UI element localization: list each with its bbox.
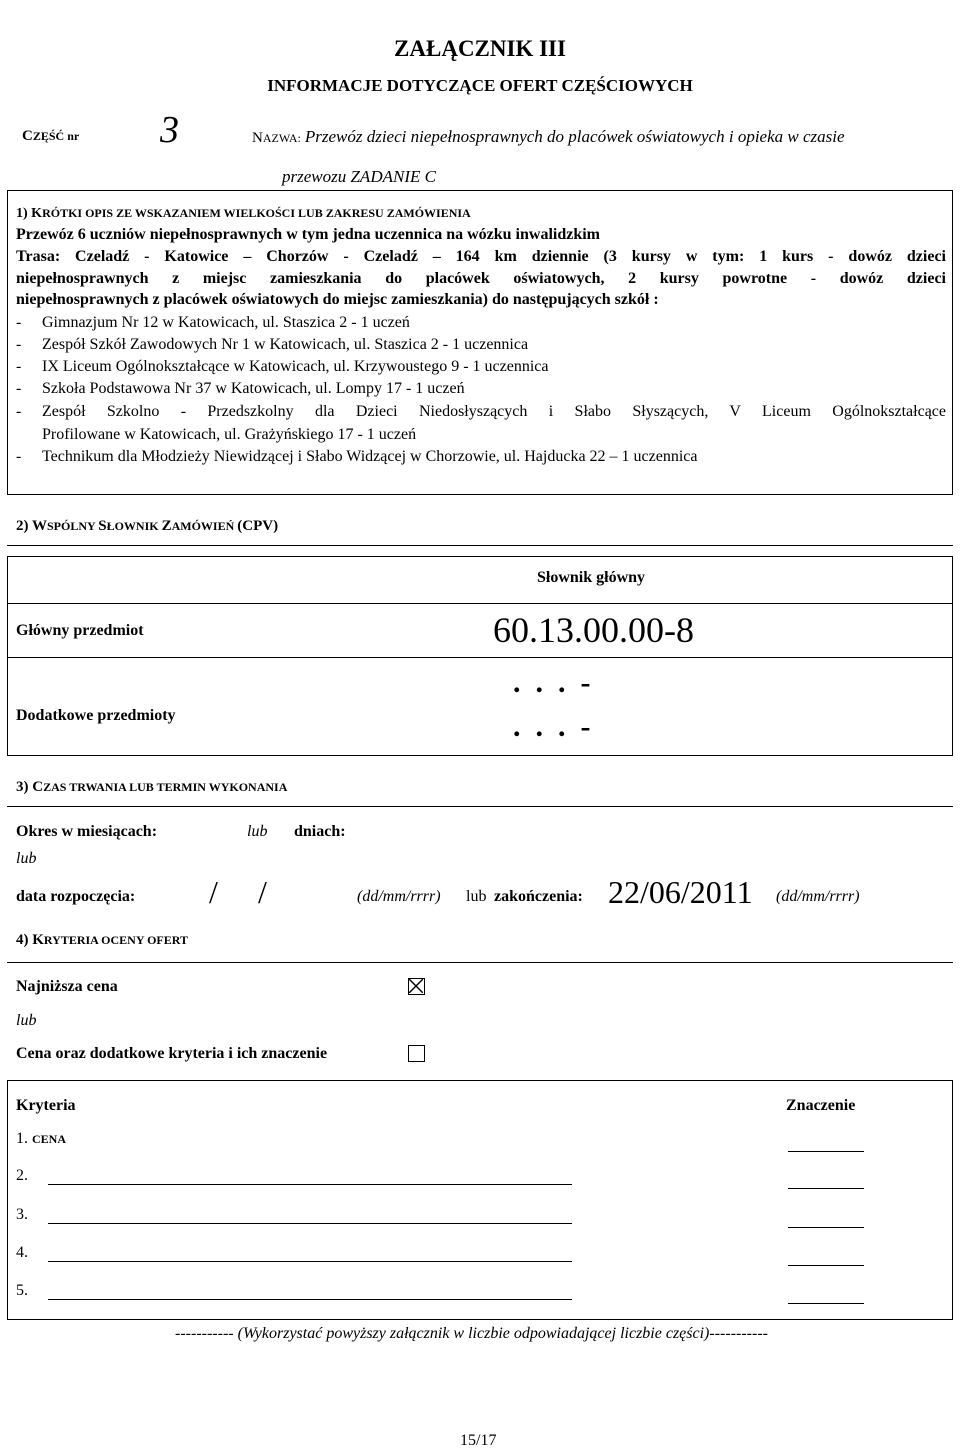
additional-cpv-code-1: . . . -: [513, 666, 591, 699]
lub-text: lub: [16, 1012, 37, 1029]
criteria-column-header: Kryteria: [16, 1097, 76, 1114]
end-date-value: 22/06/2011: [608, 874, 753, 910]
date-format-hint: (dd/mm/rrrr): [357, 888, 441, 905]
weight-line-3: [788, 1227, 864, 1228]
weight-line-2: [788, 1188, 864, 1189]
start-date-slash-2: /: [258, 874, 267, 910]
price-plus-criteria-label: Cena oraz dodatkowe kryteria i ich znaczenie: [16, 1045, 328, 1062]
price-plus-criteria-checkbox[interactable]: [408, 1045, 425, 1062]
section4-heading: 4) KRYTERIA OCENY OFERT: [16, 932, 188, 948]
criterion-row-3: 3.: [16, 1206, 28, 1223]
list-item: - Technikum dla Młodzieży Niewidzącej i Słabo Widzącej w Chorzowie, ul. Hajducka 22 – 1 uczennica: [16, 448, 698, 465]
lowest-price-label: Najniższa cena: [16, 978, 118, 995]
part-number: 3: [160, 109, 179, 151]
weight-line-1: [788, 1151, 864, 1152]
cpv-header-divider: [7, 603, 953, 604]
main-cpv-code: 60.13.00.00-8: [493, 610, 694, 650]
list-item: Zespół Szkolno - Przedszkolny dla Dzieci Niedosłyszących i Słabo Słyszących, V Liceum Ogólnokształcące: [42, 403, 946, 420]
criterion-row-2: 2.: [16, 1167, 28, 1184]
criteria-box: [7, 1080, 953, 1320]
section2-top-line: [7, 545, 953, 546]
lub-text: lub: [247, 823, 268, 840]
criterion-row-5: 5.: [16, 1282, 28, 1299]
additional-subjects-label: Dodatkowe przedmioty: [16, 707, 176, 724]
section1-line4: niepełnosprawnych z placówek oświatowych do miejsc zamieszkania) do następujących szkół :: [16, 291, 659, 308]
section1-heading: 1) KRÓTKI OPIS ZE WSKAZANIEM WIELKOŚCI LUB ZAKRESU ZAMÓWIENIA: [16, 206, 471, 221]
list-item: - Szkoła Podstawowa Nr 37 w Katowicach, ul. Lompy 17 - 1 uczeń: [16, 380, 465, 397]
criterion-line-3: [48, 1223, 572, 1224]
cpv-column-header: Słownik główny: [537, 569, 646, 586]
criterion-line-2: [48, 1184, 572, 1185]
lowest-price-checkbox[interactable]: [408, 978, 425, 995]
list-item: - IX Liceum Ogólnokształcące w Katowicach, ul. Krzywoustego 9 - 1 uczennica: [16, 358, 549, 375]
weight-line-4: [788, 1265, 864, 1266]
cpv-row-divider: [7, 657, 953, 658]
criterion-row-1: 1. CENA: [16, 1130, 67, 1147]
end-date-label: zakończenia:: [494, 888, 583, 905]
check-cross-icon: [409, 979, 423, 993]
section3-heading: 3) CZAS TRWANIA LUB TERMIN WYKONANIA: [16, 779, 288, 795]
part-name: NAZWA: Przewóz dzieci niepełnosprawnych do placówek oświatowych i opieka w czasie: [252, 127, 845, 146]
list-item: - Zespół Szkół Zawodowych Nr 1 w Katowicach, ul. Staszica 2 - 1 uczennica: [16, 336, 529, 353]
part-name-continued: przewozu ZADANIE C: [282, 167, 436, 186]
section1-route: Trasa: Czeladź - Katowice – Chorzów - Czeladź – 164 km dziennie (3 kursy w tym: 1 kurs - dowóz dzieci: [16, 248, 946, 265]
section1-line3: niepełnosprawnych z miejsc zamieszkania do placówek oświatowych, 2 kursy powrotne - dowóz dzieci: [16, 270, 946, 287]
document-title: ZAŁĄCZNIK III: [394, 36, 566, 61]
section4-top-line: [7, 962, 953, 963]
start-date-label: data rozpoczęcia:: [16, 888, 136, 905]
weight-column-header: Znaczenie: [786, 1097, 856, 1114]
section2-heading: 2) WSPÓLNY SŁOWNIK ZAMÓWIEŃ (CPV): [16, 518, 279, 534]
part-label: CZĘŚĆ nr: [22, 128, 80, 144]
list-item-continued: Profilowane w Katowicach, ul. Grażyńskiego 17 - 1 uczeń: [42, 426, 417, 443]
section3-top-line: [7, 806, 953, 807]
lub-text: lub: [466, 888, 487, 905]
lub-text: lub: [16, 850, 37, 867]
underline-zadanie: [280, 190, 460, 191]
section1-line1: Przewóz 6 uczniów niepełnosprawnych w tym jedna uczennica na wózku inwalidzkim: [16, 226, 600, 243]
list-item: - Gimnazjum Nr 12 w Katowicach, ul. Staszica 2 - 1 uczeń: [16, 314, 410, 331]
main-subject-label: Główny przedmiot: [16, 622, 144, 639]
start-date-slash-1: /: [209, 874, 218, 910]
document-subtitle: INFORMACJE DOTYCZĄCE OFERT CZĘŚCIOWYCH: [267, 76, 693, 95]
days-label: dniach:: [294, 823, 346, 840]
additional-cpv-code-2: . . . -: [513, 710, 591, 743]
weight-line-5: [788, 1303, 864, 1304]
cpv-table: [7, 556, 953, 756]
footer-note: ----------- (Wykorzystać powyższy załącznik w liczbie odpowiadającej liczbie części)-----------: [175, 1325, 768, 1342]
months-label: Okres w miesiącach:: [16, 823, 158, 840]
list-item-dash: -: [16, 403, 22, 420]
criterion-row-4: 4.: [16, 1244, 28, 1261]
criterion-line-4: [48, 1261, 572, 1262]
date-format-hint: (dd/mm/rrrr): [776, 888, 860, 905]
page-number: 15/17: [460, 1432, 497, 1449]
criterion-line-5: [48, 1299, 572, 1300]
